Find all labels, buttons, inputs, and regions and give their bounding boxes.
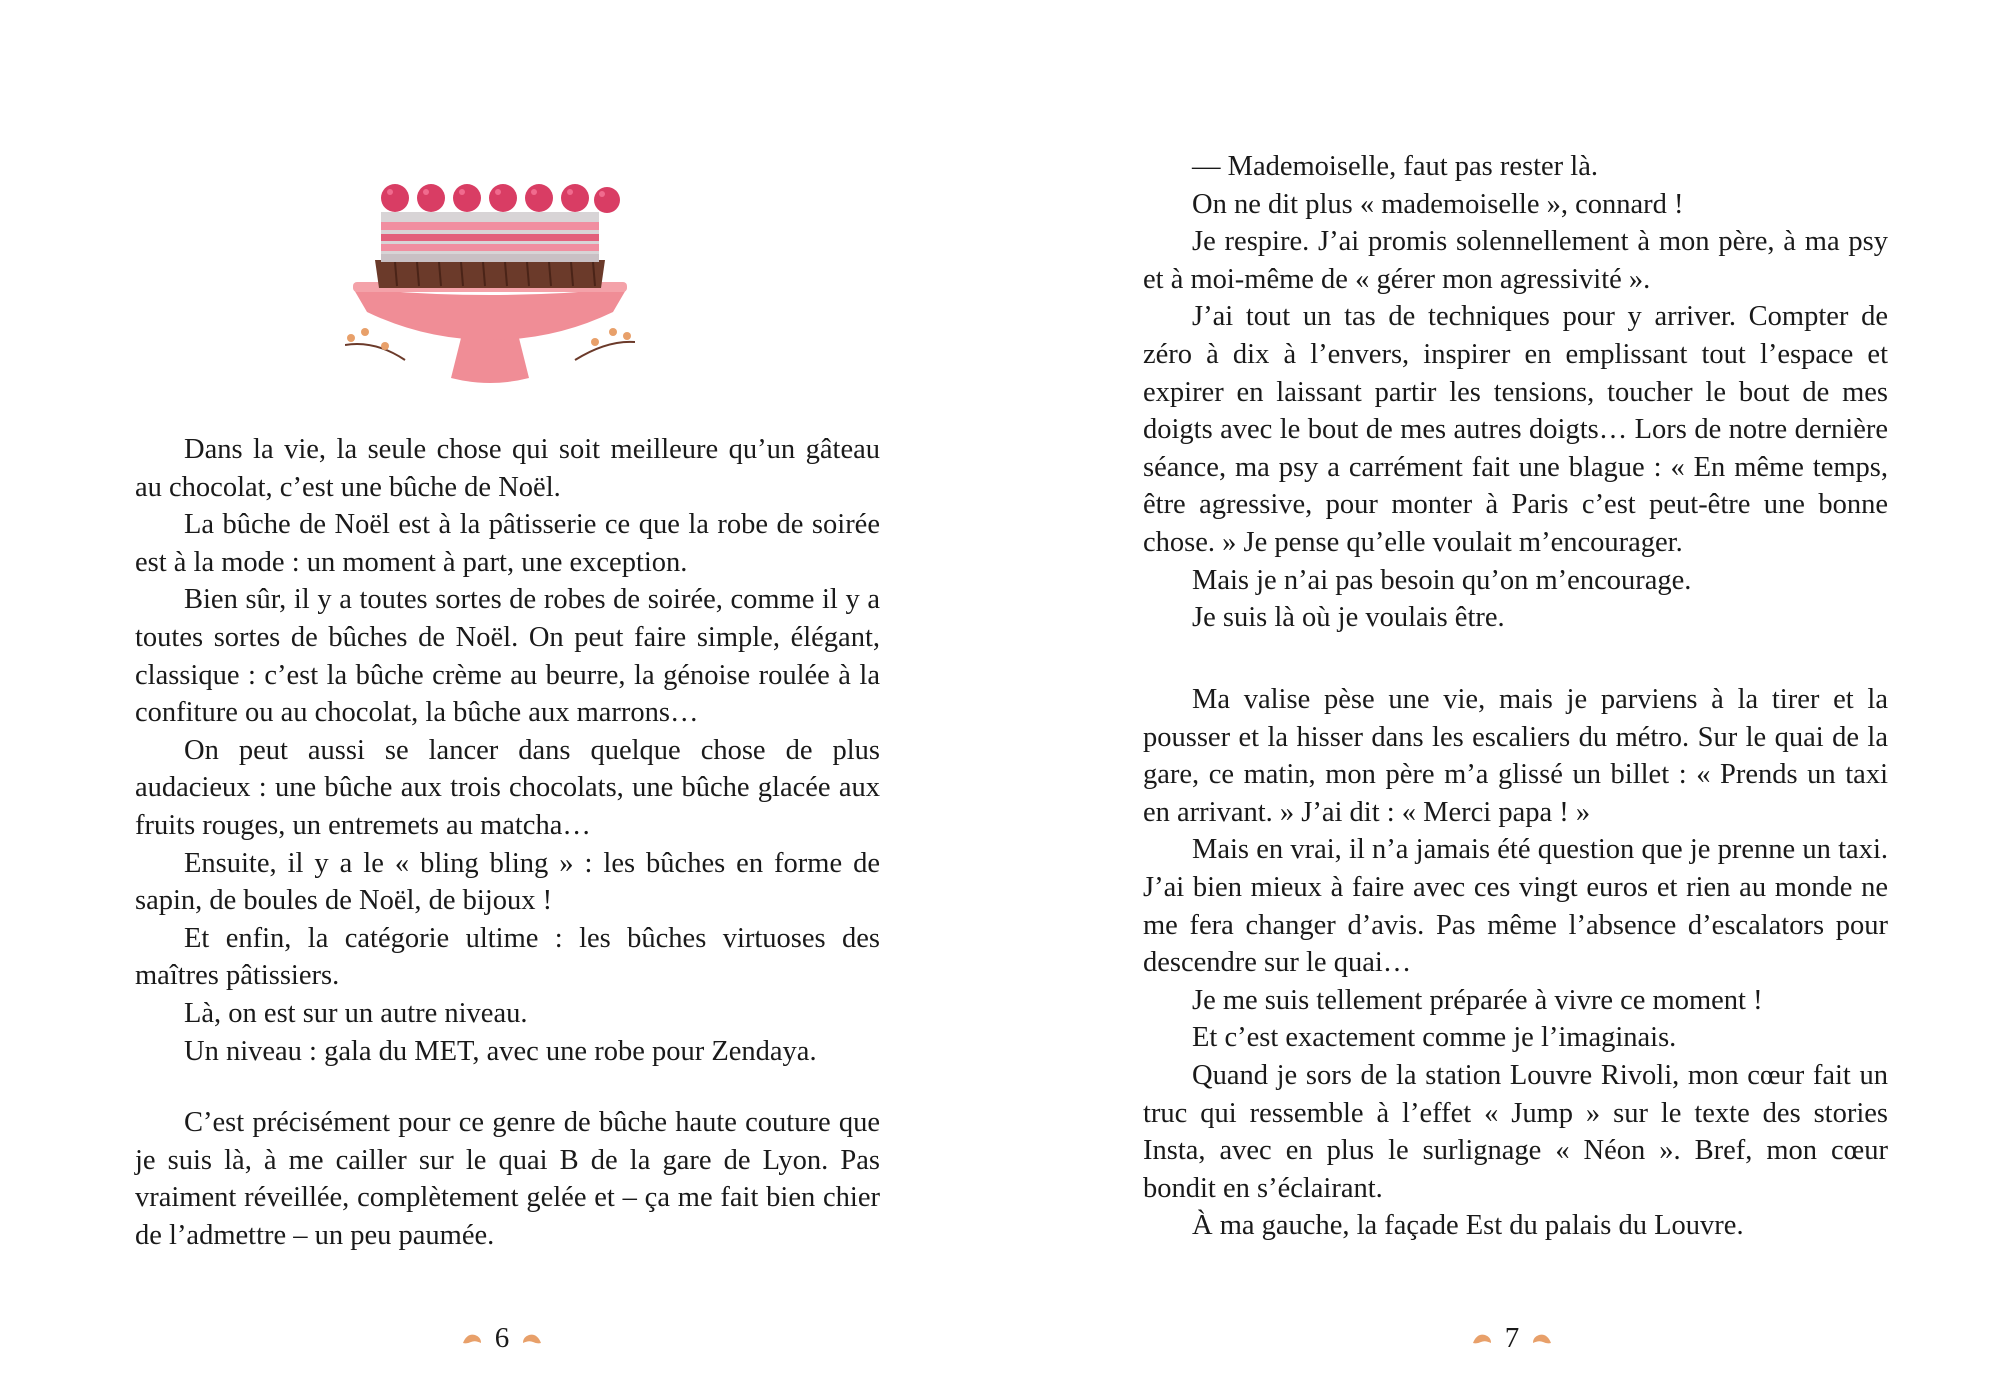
- left-text-block-1: [135, 431, 880, 1070]
- paragraph: On ne dit plus « mademoiselle », connard !: [1192, 188, 1684, 220]
- paragraph: Quand je sors de la station Louvre Rivoli, mon cœur fait un truc qui ressemble à l’effet « Jump » sur le texte des stories Insta, avec en plus le surlignage « Néon ». Bref, mon cœur bondit en s’éclairant.: [1143, 1059, 1888, 1204]
- paragraph: À ma gauche, la façade Est du palais du Louvre.: [1192, 1210, 1744, 1242]
- paragraph: Ma valise pèse une vie, mais je parviens à la tirer et la pousser et la hisser dans les escaliers du métro. Sur le quai de la gare, ce matin, mon père m’a glissé un billet : « Prends un taxi en arrivant. » J’ai dit : « Merci papa ! »: [1143, 684, 1888, 828]
- paragraph: J’ai tout un tas de techniques pour y arriver. Compter de zéro à dix à l’envers, inspirer en emplissant tout l’espace et expirer en laissant partir les tensions, toucher le bout de mes doigts avec le bout de mes autres doigts… Lors de notre dernière séance, ma psy a carrément fait une blague : « En même temps, être agressive, pour monter à Paris c’est peut-être une bonne chose. » Je pense qu’elle voulait m’encourager.: [1143, 301, 1888, 558]
- paragraph: Mais je n’ai pas besoin qu’on m’encourage.: [1192, 564, 1692, 596]
- paragraph: Mais en vrai, il n’a jamais été question que je prenne un taxi. J’ai bien mieux à faire avec ces vingt euros et rien au monde ne me fera changer d’avis. Pas même l’absence d’escalators pour descendre sur le quai…: [1143, 834, 1888, 979]
- croissant-ornament-icon: [1531, 1331, 1553, 1347]
- croissant-ornament-icon: [1471, 1331, 1493, 1347]
- right-text-block-2: [1143, 681, 1888, 1245]
- paragraph: Je me suis tellement préparée à vivre ce moment !: [1192, 984, 1763, 1016]
- page-number: 7: [1504, 1322, 1520, 1354]
- paragraph: Bien sûr, il y a toutes sortes de robes de soirée, comme il y a toutes sortes de bûches de Noël. On peut faire simple, élégant, classique : c’est la bûche crème au beurre, la génoise roulée à la confiture ou au chocolat, la bûche aux marrons…: [135, 584, 880, 729]
- page-number-right: [1412, 1322, 1612, 1355]
- page-number: 6: [494, 1322, 510, 1354]
- paragraph: La bûche de Noël est à la pâtisserie ce que la robe de soirée est à la mode : un moment à part, une exception.: [135, 509, 880, 578]
- paragraph: Ensuite, il y a le « bling bling » : les bûches en forme de sapin, de boules de Noël, de bijoux !: [135, 847, 880, 917]
- paragraph: Dans la vie, la seule chose qui soit meilleure qu’un gâteau au chocolat, c’est une bûche de Noël.: [135, 434, 880, 503]
- page-number-left: [402, 1322, 602, 1355]
- paragraph: Je respire. J’ai promis solennellement à mon père, à ma psy et à moi-même de « gérer mon agressivité ».: [1143, 226, 1888, 295]
- croissant-ornament-icon: [521, 1331, 543, 1347]
- left-text-block-2: [135, 1104, 880, 1254]
- yule-log-cake-icon: [345, 170, 635, 390]
- paragraph: Et c’est exactement comme je l’imaginais.: [1192, 1022, 1677, 1054]
- paragraph: On peut aussi se lancer dans quelque chose de plus audacieux : une bûche aux trois chocolats, une bûche glacée aux fruits rouges, un entremets au matcha…: [135, 734, 880, 841]
- right-text-block-1: [1143, 148, 1888, 637]
- paragraph: Là, on est sur un autre niveau.: [184, 997, 528, 1029]
- paragraph: Un niveau : gala du MET, avec une robe pour Zendaya.: [184, 1035, 817, 1067]
- paragraph: Et enfin, la catégorie ultime : les bûches virtuoses des maîtres pâtissiers.: [135, 922, 880, 992]
- paragraph: — Mademoiselle, faut pas rester là.: [1192, 151, 1598, 182]
- paragraph: C’est précisément pour ce genre de bûche haute couture que je suis là, à me cailler sur le quai B de la gare de Lyon. Pas vraiment réveillée, complètement gelée et – ça me fait bien chier de l’admettre – un peu paumée.: [135, 1107, 880, 1251]
- right-page: [1000, 0, 2000, 1400]
- croissant-ornament-icon: [461, 1331, 483, 1347]
- paragraph: Je suis là où je voulais être.: [1192, 602, 1505, 634]
